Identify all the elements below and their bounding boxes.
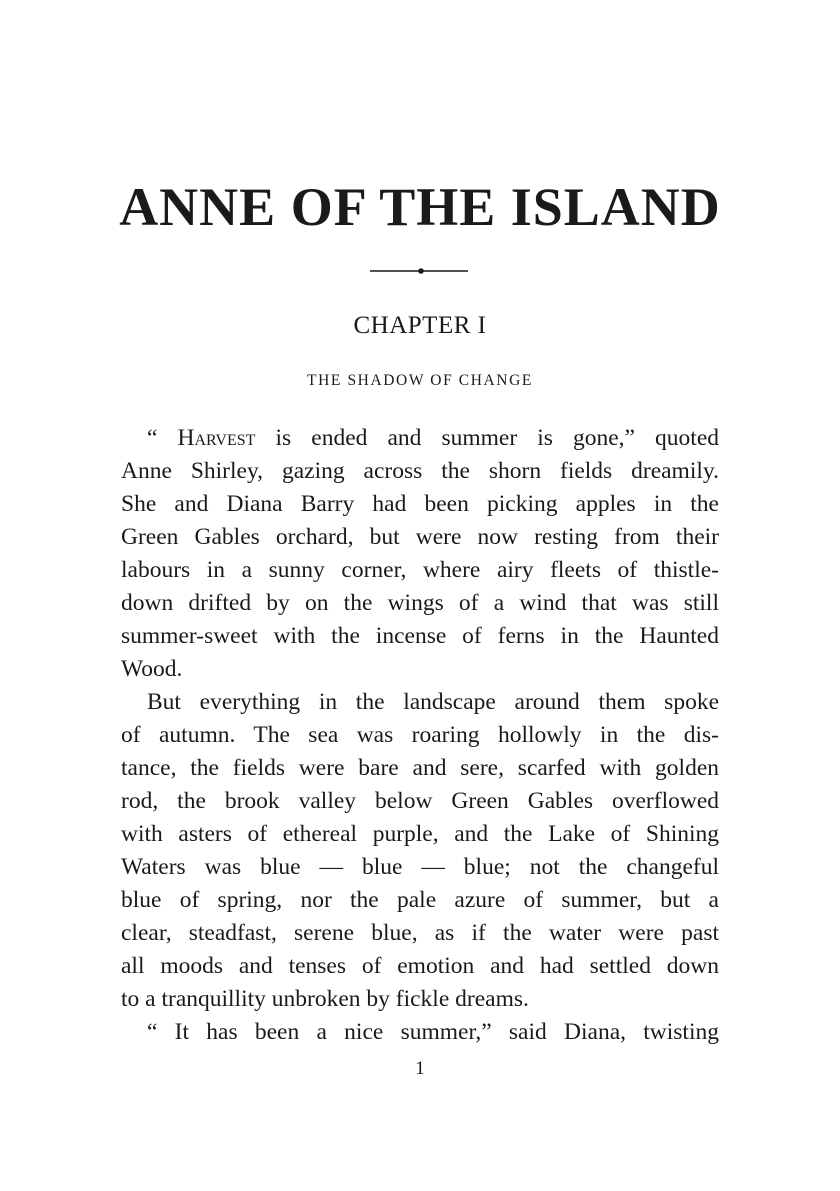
paragraph: [121, 1016, 719, 1049]
opening-quote: “: [147, 425, 178, 451]
text-line: with asters of ethereal purple, and the Lake of Shining: [121, 821, 719, 847]
opening-word: Harvest: [177, 425, 256, 451]
text-line: to a tranquillity unbroken by fickle dreams.: [121, 986, 529, 1012]
text-line: of autumn. The sea was roaring hollowly in the dis-: [121, 722, 719, 748]
text-line: Anne Shirley, gazing across the shorn fields dreamily.: [121, 458, 719, 484]
text-line: “ It has been a nice summer,” said Diana, twisting: [147, 1019, 719, 1045]
chapter-heading: CHAPTER I: [353, 312, 487, 339]
text-line: labours in a sunny corner, where airy fleets of thistle-: [121, 557, 719, 583]
text-line-content: is ended and summer is gone,” quoted: [255, 425, 720, 451]
text-line: blue of spring, nor the pale azure of summer, but a: [121, 887, 719, 913]
text-line: She and Diana Barry had been picking apples in the: [121, 491, 719, 517]
text-line: [121, 422, 719, 455]
text-line: Green Gables orchard, but were now resting from their: [121, 524, 719, 550]
text-line: But everything in the landscape around them spoke: [147, 689, 719, 715]
chapter-subtitle: THE SHADOW OF CHANGE: [307, 372, 533, 389]
text-line: tance, the fields were bare and sere, scarfed with golden: [121, 755, 719, 781]
paragraph: [121, 686, 719, 1016]
text-line: down drifted by on the wings of a wind that was still: [121, 590, 719, 616]
title-ornament: [370, 268, 468, 274]
text-line: clear, steadfast, serene blue, as if the water were past: [121, 920, 719, 946]
text-line: Wood.: [121, 656, 183, 682]
text-line: Waters was blue — blue — blue; not the changeful: [121, 854, 719, 880]
paragraph: [121, 422, 719, 686]
text-line: rod, the brook valley below Green Gables overflowed: [121, 788, 719, 814]
book-title: ANNE OF THE ISLAND: [119, 177, 721, 237]
chapter-body: [121, 422, 719, 1049]
text-line: summer-sweet with the incense of ferns in the Haunted: [121, 623, 719, 649]
text-line: all moods and tenses of emotion and had settled down: [121, 953, 719, 979]
page-number: 1: [415, 1058, 425, 1079]
